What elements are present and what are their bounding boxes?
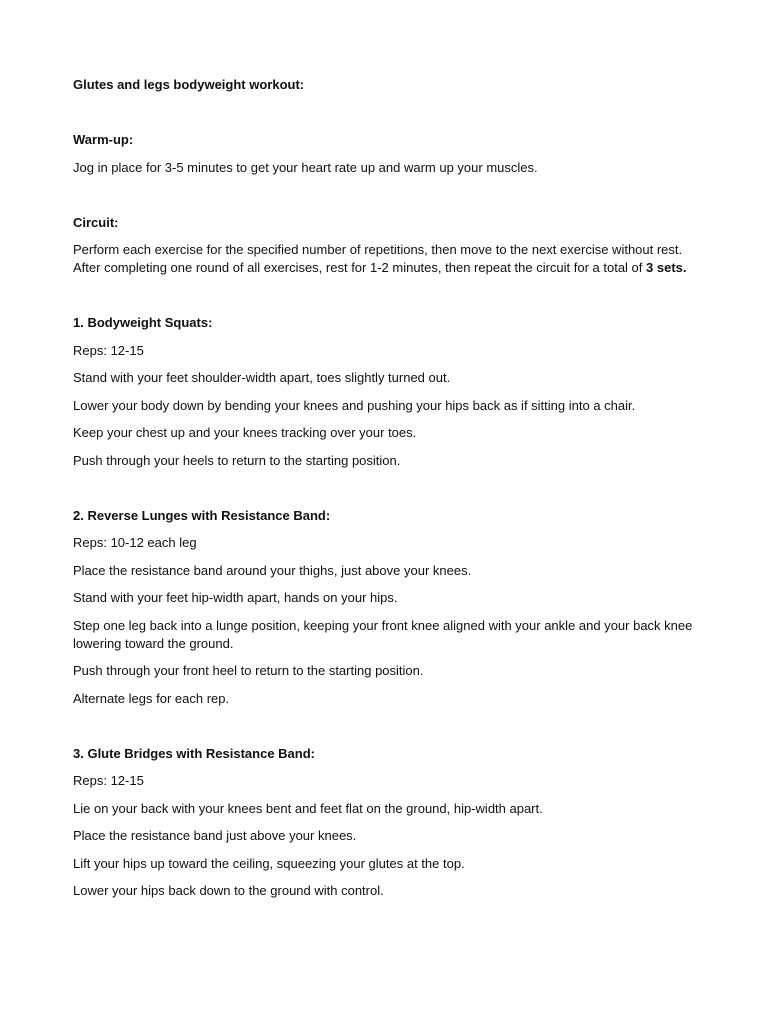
- exercise-step: Lie on your back with your knees bent and feet flat on the ground, hip-width apart.: [73, 800, 543, 816]
- exercise-reps: Reps: 12-15: [73, 773, 144, 788]
- exercise-section-glute-bridges: [73, 745, 698, 901]
- exercise-step: Keep your chest up and your knees tracking over your toes.: [73, 425, 417, 440]
- document-page: [73, 76, 698, 937]
- document-title: Glutes and legs bodyweight workout:: [73, 77, 305, 92]
- circuit-sets-count: 3 sets.: [646, 260, 687, 275]
- exercise-step: Stand with your feet shoulder-width apart, toes slightly turned out.: [73, 370, 451, 385]
- exercise-heading: 2. Reverse Lunges with Resistance Band:: [73, 507, 331, 523]
- exercise-step: Lower your hips back down to the ground with control.: [73, 883, 384, 898]
- exercise-reps: Reps: 12-15: [73, 342, 144, 358]
- warmup-section: [73, 131, 698, 177]
- exercise-section-squats: [73, 314, 698, 470]
- circuit-text-body: Perform each exercise for the specified number of repetitions, then move to the next exercise without rest. After completing one round of all exercises, rest for 1-2 minutes, then repeat the circuit for a total of: [73, 242, 683, 275]
- exercise-step: Push through your heels to return to the starting position.: [73, 452, 401, 468]
- exercise-step: Alternate legs for each rep.: [73, 690, 230, 706]
- exercise-step: Lift your hips up toward the ceiling, squeezing your glutes at the top.: [73, 855, 465, 871]
- exercise-step: Stand with your feet hip-width apart, hands on your hips.: [73, 590, 398, 605]
- warmup-heading: Warm-up:: [73, 132, 134, 147]
- exercise-reps: Reps: 10-12 each leg: [73, 535, 197, 550]
- exercise-step: Place the resistance band just above your knees.: [73, 828, 357, 843]
- exercise-heading: 3. Glute Bridges with Resistance Band:: [73, 745, 315, 761]
- warmup-text: Jog in place for 3-5 minutes to get your heart rate up and warm up your muscles.: [73, 159, 538, 175]
- exercise-section-reverse-lunges: [73, 507, 698, 708]
- exercise-step: Step one leg back into a lunge position, keeping your front knee aligned with your ankle and your back knee lowering toward the ground.: [73, 617, 693, 651]
- exercise-heading: 1. Bodyweight Squats:: [73, 315, 213, 330]
- exercise-step: Place the resistance band around your thighs, just above your knees.: [73, 562, 472, 578]
- exercise-step: Push through your front heel to return to the starting position.: [73, 663, 424, 678]
- circuit-section: [73, 214, 698, 278]
- circuit-heading: Circuit:: [73, 214, 119, 230]
- exercise-step: Lower your body down by bending your knees and pushing your hips back as if sitting into a chair.: [73, 397, 636, 413]
- circuit-text: [73, 241, 698, 277]
